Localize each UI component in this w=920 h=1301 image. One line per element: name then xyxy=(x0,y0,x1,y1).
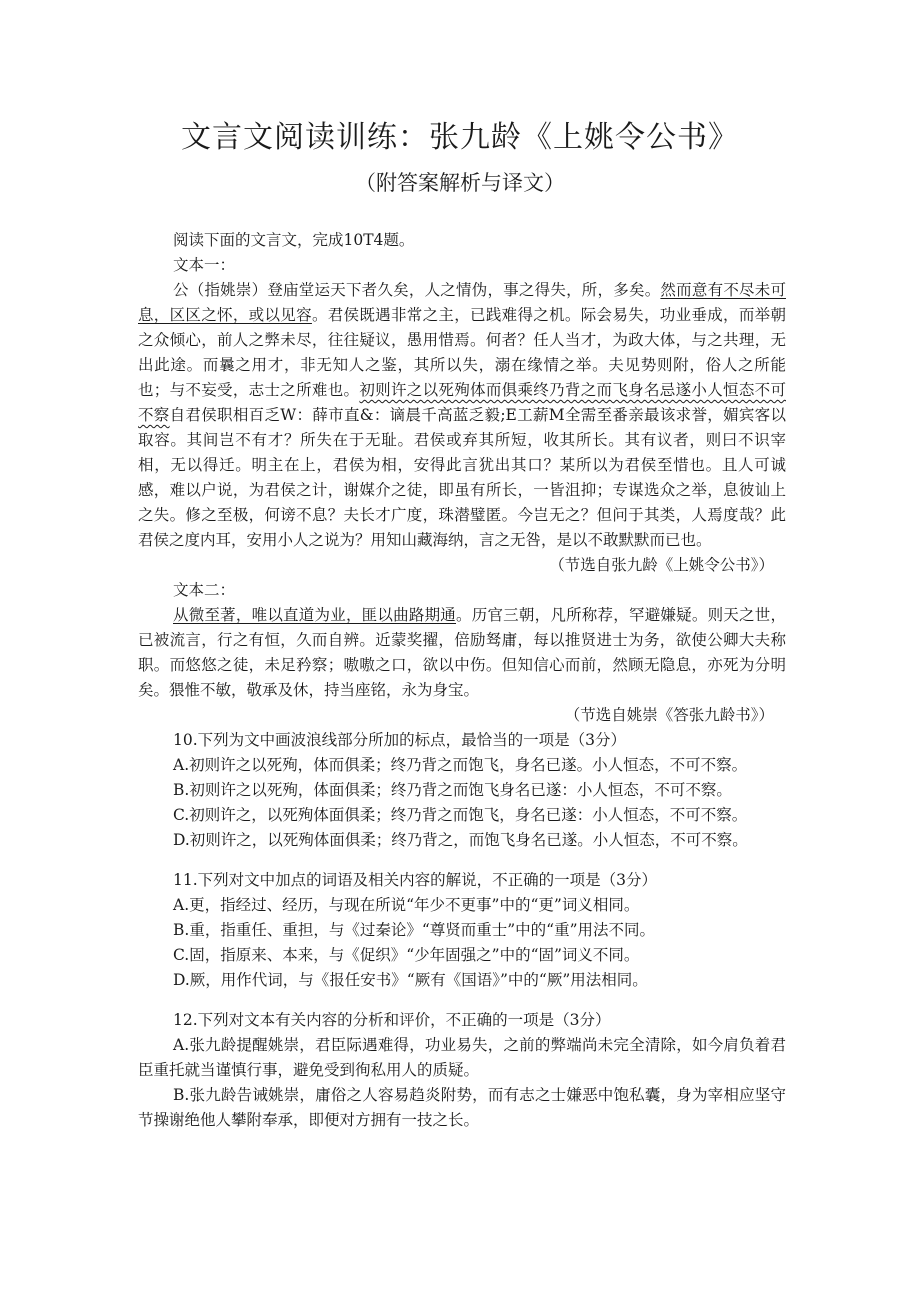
page-title: 文言文阅读训练：张九龄《上姚令公书》 xyxy=(181,120,739,155)
text2-rest: 。历官三朝，凡所称荐，罕避嫌疑。则天之世，已被流言，行之有恒，久而自辨。近蒙奖擢，倍励驽庸，每以推贤进士为务，欲使公卿大夫称职。而悠悠之徒，未足矜察；嗷嗷之口，欲以中伤。但知信心而前，然顾无隐息，亦死为分明矣。猥惟不敏，敬承及休，持当座铭，永为身宝。 xyxy=(138,606,786,699)
q10-option-b: B.初则许之以死殉，体面俱柔；终乃背之而饱飞身名已遂：小人恒态，不可不察。 xyxy=(173,781,732,799)
text1-underlined-sentence: 然而意有不尽未可息，区区之怀，或以见容 xyxy=(138,281,786,324)
spacer xyxy=(138,993,786,1008)
text1-paragraph xyxy=(138,278,786,553)
text1-wavy-sentence: 初则许之以死殉体而俱乘终乃背之而飞身名忌遂小人恒态不可不察 xyxy=(138,381,786,424)
text2-underlined-sentence: 从微至著，唯以直道为业，匪以曲路期通 xyxy=(173,606,457,624)
text1-label: 文本一： xyxy=(173,256,236,274)
document-body xyxy=(138,228,786,1133)
q12-option-b: B.张九龄告诫姚崇，庸俗之人容易趋炎附势，而有志之士嫌恶中饱私囊，身为宰相应坚守节操谢绝他人攀附奉承，即便对方拥有一技之长。 xyxy=(138,1086,786,1129)
q10-option-c: C.初则许之，以死殉体面俱柔；终乃背之而饱飞，身名已遂：小人恒态，不可不察。 xyxy=(173,806,748,824)
instruction: 阅读下面的文言文，完成10T4题。 xyxy=(173,231,415,249)
text2-source: （节选自姚崇《答张九龄书》） xyxy=(564,706,774,724)
text2-label: 文本二： xyxy=(173,581,236,599)
q10-option-a: A.初则许之以死殉，体而俱柔；终乃背之而饱飞，身名已遂。小人恒态，不可不察。 xyxy=(173,756,748,774)
q11-option-b: B.重，指重任、重担，与《过秦论》“尊贤而重士”中的“重”用法不同。 xyxy=(173,921,656,939)
text1-part-c: 自君侯职相百乏W：薛市直&：谪晨千高蓝乏毅;E工薪M全需至番亲最该求誉，媚宾客以取容。其间岂不有才？所失在于无耻。君侯或弃其所短，收其所长。其有议者，则曰不识宰相，无以得迁。明主在上，君侯为相，安得此言犹出其口？某所以为君侯至惜也。且人可诚感，难以户说，为君侯之计，谢媒介之徒，即虽有所长，一皆沮抑；专谋选众之举，息彼讪上之失。修之至极，何谤不息？夫长才广度，珠潜璧匿。今岂无之？但问于其类，人焉度哉？此君侯之度内耳，安用小人之说为？用知山藏海纳，言之无咎，是以不敢默默而已也。 xyxy=(138,406,786,549)
page-subtitle: （附答案解析与译文） xyxy=(355,171,565,195)
text2-paragraph xyxy=(138,603,786,703)
q11-stem: 11.下列对文中加点的词语及相关内容的解说，不正确的一项是（3分） xyxy=(173,871,658,889)
q12-stem: 12.下列对文本有关内容的分析和评价，不正确的一项是（3分） xyxy=(173,1011,611,1029)
text1-part-b: 。君侯既遇非常之主，已践难得之机。际会易失，功业垂成，而举朝之众倾心，前人之弊未尽，往往疑议，愚用惜焉。何者？任人当才，为政大体，与之共理，无出此途。而曩之用才，非无知人之鉴，其所以失，溺在缘情之举。夫见势则附，俗人之所能也；与不妄受，志士之所难也。 xyxy=(138,306,786,399)
spacer xyxy=(138,853,786,868)
q11-option-c: C.固，指原来、本来，与《促织》“少年固强之”中的“固”词义不同。 xyxy=(173,946,640,964)
q10-stem: 10.下列为文中画波浪线部分所加的标点，最恰当的一项是（3分） xyxy=(173,731,627,749)
q11-option-a: A.更，指经过、经历，与现在所说“年少不更事”中的“更”词义相同。 xyxy=(173,896,640,914)
text1-source: （节选自张九龄《上姚令公书》） xyxy=(549,556,774,574)
text1-part-a: 公（指姚崇）登庙堂运天下者久矣，人之情伪，事之得失，所，多矣。 xyxy=(173,281,661,299)
q12-option-a: A.张九龄提醒姚崇，君臣际遇难得，功业易失，之前的弊端尚未完全清除，如今肩负着君臣重托就当谨慎行事，避免受到徇私用人的质疑。 xyxy=(138,1036,786,1079)
q11-option-d: D.厥，用作代词，与《报任安书》“厥有《国语》”中的“厥”用法相同。 xyxy=(173,971,648,989)
q10-option-d: D.初则许之，以死殉体面俱柔；终乃背之，而饱飞身名已遂。小人恒态，不可不察。 xyxy=(173,831,748,849)
